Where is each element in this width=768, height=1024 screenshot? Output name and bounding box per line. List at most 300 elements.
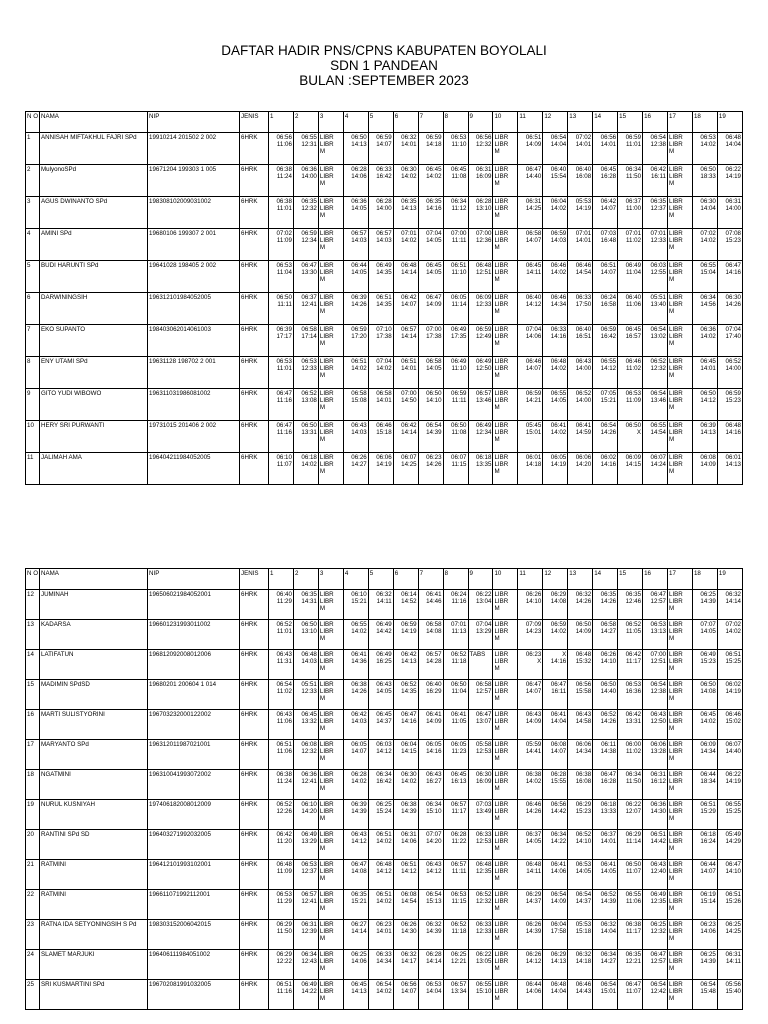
attendance-cell: LIBR LIBR M: [493, 197, 518, 229]
attendance-cell: 06:52 13:08: [293, 389, 318, 421]
header-day-13: 13: [568, 112, 593, 133]
attendance-cell: 06:54 14:37: [568, 890, 593, 920]
table-row: [26, 620, 743, 650]
attendance-cell: 06:09 14:15: [618, 453, 643, 485]
header-day-14: 14: [593, 569, 618, 590]
attendance-cell: 06:50 14:09: [568, 620, 593, 650]
attendance-cell: LIBR LIBR M: [318, 261, 343, 293]
attendance-cell: 06:48 14:16: [717, 421, 742, 453]
table-row: [26, 980, 743, 1010]
attendance-cell: 06:52 14:00: [717, 357, 742, 389]
attendance-cell: 07:09 14:23: [518, 620, 543, 650]
attendance-cell: 07:04 14:02: [368, 357, 393, 389]
attendance-cell: 06:45 14:05: [418, 261, 443, 293]
attendance-cell: LIBR LIBR M: [493, 229, 518, 261]
employee-name: EKO SUPANTO: [40, 325, 148, 357]
attendance-cell: 06:34 12:43: [293, 950, 318, 980]
employee-nip: 196404211984052005: [148, 453, 240, 485]
employee-jenis: 6HRK: [240, 389, 269, 421]
attendance-cell: 06:00 11:02: [618, 740, 643, 770]
header-day-19: 19: [717, 112, 742, 133]
employee-jenis: 6HRK: [240, 325, 269, 357]
attendance-cell: LIBR LIBR M: [318, 293, 343, 325]
attendance-cell: 06:29 15:23: [568, 800, 593, 830]
attendance-cell: 06:53 13:13: [643, 620, 668, 650]
header-name: NAMA: [40, 112, 148, 133]
attendance-cell: LIBR LIBR M: [668, 830, 693, 860]
attendance-cell: 06:01 14:13: [717, 453, 742, 485]
attendance-cell: LIBR LIBR M: [493, 800, 518, 830]
attendance-cell: 06:36 14:30: [643, 800, 668, 830]
attendance-cell: LIBR LIBR M: [318, 357, 343, 389]
attendance-cell: 06:51 14:12: [393, 860, 418, 890]
attendance-cell: LIBR LIBR M: [493, 980, 518, 1010]
attendance-cell: 07:01 12:33: [643, 229, 668, 261]
attendance-cell: 07:02 14:02: [717, 620, 742, 650]
attendance-cell: LIBR LIBR M: [493, 920, 518, 950]
header-day-7: 7: [418, 569, 443, 590]
attendance-cell: 06:32 14:04: [593, 920, 618, 950]
attendance-cell: 06:30 14:04: [692, 197, 717, 229]
attendance-cell: 06:50 14:08: [692, 680, 717, 710]
attendance-cell: 06:05 14:16: [418, 740, 443, 770]
attendance-cell: 06:34 15:10: [418, 800, 443, 830]
attendance-cell: 06:58 17:14: [293, 325, 318, 357]
attendance-cell: 06:46 14:26: [518, 800, 543, 830]
header-day-7: 7: [418, 112, 443, 133]
attendance-cell: 06:43 14:09: [518, 710, 543, 740]
row-number: 20: [26, 830, 40, 860]
header-no: N O: [26, 112, 40, 133]
attendance-cell: 06:38 14:02: [518, 770, 543, 800]
employee-jenis: 6HRK: [240, 800, 269, 830]
attendance-cell: 07:01 11:02: [618, 229, 643, 261]
employee-jenis: 6HRK: [240, 453, 269, 485]
attendance-cell: 06:47 14:16: [717, 261, 742, 293]
attendance-cell: 06:54 13:02: [643, 325, 668, 357]
attendance-cell: 06:49 15:23: [692, 650, 717, 680]
attendance-cell: 06:32 14:11: [368, 590, 393, 620]
attendance-cell: 06:53 14:05: [568, 860, 593, 890]
attendance-cell: 06:51 11:16: [269, 980, 294, 1010]
attendance-cell: 05:53 14:19: [568, 197, 593, 229]
attendance-cell: 06:49 14:42: [368, 620, 393, 650]
attendance-cell: 06:37 12:41: [293, 293, 318, 325]
attendance-cell: 06:23 14:01: [368, 920, 393, 950]
row-number: 9: [26, 389, 40, 421]
attendance-cell: LIBR LIBR M: [493, 950, 518, 980]
attendance-cell: 06:48 14:04: [543, 980, 568, 1010]
attendance-cell: 06:46 11:02: [618, 357, 643, 389]
attendance-cell: LIBR LIBR M: [668, 293, 693, 325]
attendance-cell: 06:57 14:03: [343, 229, 368, 261]
attendance-cell: LIBR LIBR M: [318, 421, 343, 453]
attendance-cell: 06:33 14:34: [368, 950, 393, 980]
attendance-cell: 06:35 15:21: [343, 890, 368, 920]
attendance-cell: LIBR LIBR M: [318, 770, 343, 800]
table-row: [26, 890, 743, 920]
attendance-cell: 06:48 14:02: [543, 357, 568, 389]
attendance-cell: 06:59 14:21: [518, 389, 543, 421]
attendance-cell: 06:48 14:12: [368, 860, 393, 890]
attendance-cell: 07:02 11:09: [269, 229, 294, 261]
attendance-cell: 06:27 14:14: [343, 920, 368, 950]
attendance-cell: LIBR LIBR M: [493, 325, 518, 357]
attendance-cell: 06:31 14:11: [717, 950, 742, 980]
attendance-cell: 06:29 14:08: [543, 590, 568, 620]
header-row: [26, 569, 743, 590]
attendance-cell: LIBR LIBR M: [668, 590, 693, 620]
attendance-cell: 06:49 12:50: [468, 357, 493, 389]
attendance-cell: LIBR LIBR M: [668, 860, 693, 890]
attendance-cell: 06:31 14:00: [717, 197, 742, 229]
header-day-16: 16: [643, 112, 668, 133]
attendance-cell: 06:53 14:04: [418, 980, 443, 1010]
attendance-cell: 06:10 14:20: [293, 800, 318, 830]
attendance-cell: 06:42 14:13: [393, 650, 418, 680]
employee-name: AMINI SPd: [40, 229, 148, 261]
attendance-cell: LIBR LIBR M: [318, 133, 343, 165]
attendance-cell: 06:31 12:39: [293, 920, 318, 950]
attendance-cell: 06:59 15:23: [717, 389, 742, 421]
attendance-cell: 06:47 11:16: [269, 389, 294, 421]
header-day-9: 9: [468, 112, 493, 133]
table-row: [26, 197, 743, 229]
employee-nip: 198303152006042015: [148, 920, 240, 950]
attendance-cell: 06:43 12:50: [643, 710, 668, 740]
attendance-cell: 06:46 15:02: [717, 710, 742, 740]
attendance-cell: 06:43 16:27: [418, 770, 443, 800]
attendance-cell: 06:04 14:02: [543, 197, 568, 229]
attendance-cell: LIBR LIBR M: [318, 197, 343, 229]
attendance-cell: 06:54 12:42: [643, 980, 668, 1010]
attendance-cell: 06:57 14:14: [393, 325, 418, 357]
attendance-cell: 06:25 12:21: [443, 950, 468, 980]
attendance-cell: 06:47 14:08: [343, 860, 368, 890]
attendance-cell: 06:31 16:12: [643, 770, 668, 800]
table-row: [26, 357, 743, 389]
employee-jenis: 6HRK: [240, 860, 269, 890]
attendance-cell: 06:18 13:35: [468, 453, 493, 485]
attendance-cell: 06:51 14:02: [368, 890, 393, 920]
attendance-cell: 06:56 12:32: [468, 133, 493, 165]
attendance-cell: 06:55 15:25: [717, 800, 742, 830]
attendance-cell: 06:55 15:04: [692, 261, 717, 293]
employee-nip: 196312011987021001: [148, 740, 240, 770]
attendance-cell: 06:36 14:05: [343, 197, 368, 229]
attendance-cell: 06:18 16:24: [692, 830, 717, 860]
row-number: 3: [26, 197, 40, 229]
header-row: [26, 112, 743, 133]
attendance-cell: 06:42 14:14: [393, 421, 418, 453]
header-day-18: 18: [692, 569, 717, 590]
attendance-cell: 05:45 15:01: [518, 421, 543, 453]
attendance-cell: 06:28 14:00: [368, 197, 393, 229]
attendance-cell: LIBR LIBR M: [318, 590, 343, 620]
attendance-cell: 06:38 11:17: [618, 920, 643, 950]
attendance-cell: TABS: [468, 650, 493, 680]
attendance-cell: 06:07 11:15: [443, 453, 468, 485]
table-row: [26, 229, 743, 261]
attendance-cell: 06:35 14:26: [593, 590, 618, 620]
attendance-cell: 06:37 14:05: [518, 830, 543, 860]
attendance-cell: LIBR LIBR M: [493, 710, 518, 740]
attendance-cell: 07:01 11:13: [443, 620, 468, 650]
employee-jenis: 6HRK: [240, 421, 269, 453]
attendance-cell: 06:28 14:06: [343, 165, 368, 197]
attendance-cell: 06:50 14:13: [343, 133, 368, 165]
table-row: [26, 133, 743, 165]
attendance-cell: 06:58 15:08: [343, 389, 368, 421]
attendance-cell: LIBR LIBR M: [493, 293, 518, 325]
attendance-cell: 07:01 14:02: [393, 229, 418, 261]
attendance-cell: LIBR LIBR M: [668, 710, 693, 740]
attendance-cell: 06:47 14:40: [518, 165, 543, 197]
attendance-cell: 06:43 14:00: [568, 357, 593, 389]
row-number: 22: [26, 890, 40, 920]
attendance-cell: 06:48 12:51: [468, 261, 493, 293]
attendance-cell: 06:57 12:41: [293, 890, 318, 920]
attendance-cell: 06:25 12:32: [643, 920, 668, 950]
attendance-cell: 06:54 12:38: [643, 133, 668, 165]
attendance-cell: 06:58 14:05: [418, 357, 443, 389]
attendance-cell: 06:45 11:08: [443, 165, 468, 197]
header-day-15: 15: [618, 112, 643, 133]
attendance-cell: 06:09 14:34: [692, 740, 717, 770]
attendance-cell: LIBR LIBR M: [668, 197, 693, 229]
attendance-cell: LIBR LIBR M: [493, 680, 518, 710]
header-day-12: 12: [543, 112, 568, 133]
attendance-cell: 06:42 16:11: [643, 165, 668, 197]
attendance-cell: 06:02 14:19: [717, 680, 742, 710]
attendance-cell: 06:58 14:27: [593, 620, 618, 650]
attendance-cell: 06:54 13:46: [643, 389, 668, 421]
attendance-cell: 06:41 11:05: [443, 710, 468, 740]
attendance-cell: LIBR LIBR M: [493, 620, 518, 650]
attendance-cell: LIBR LIBR M: [668, 980, 693, 1010]
attendance-cell: 06:48 11:09: [269, 860, 294, 890]
attendance-cell: 06:42 14:03: [343, 710, 368, 740]
attendance-cell: LIBR LIBR M: [493, 133, 518, 165]
row-number: 2: [26, 165, 40, 197]
employee-name: RATMINI: [40, 860, 148, 890]
attendance-cell: LIBR LIBR M: [668, 165, 693, 197]
attendance-cell: 06:01 14:18: [518, 453, 543, 485]
row-number: 19: [26, 800, 40, 830]
attendance-cell: 06:22 14:19: [717, 770, 742, 800]
row-number: 25: [26, 980, 40, 1010]
attendance-cell: 06:42 11:17: [618, 650, 643, 680]
attendance-cell: 06:45 14:01: [692, 357, 717, 389]
attendance-cell: 06:08 12:32: [293, 740, 318, 770]
attendance-cell: 06:41 14:36: [343, 650, 368, 680]
header-day-10: 10: [493, 569, 518, 590]
attendance-cell: LIBR LIBR M: [668, 620, 693, 650]
attendance-cell: 06:52 11:18: [443, 650, 468, 680]
employee-nip: 19910214 201502 2 002: [148, 133, 240, 165]
employee-name: AGUS DWINANTO SPd: [40, 197, 148, 229]
attendance-cell: LIBR LIBR M: [318, 890, 343, 920]
attendance-cell: 06:51 15:29: [692, 800, 717, 830]
attendance-cell: 06:35 14:13: [393, 197, 418, 229]
attendance-cell: 06:54 11:02: [269, 680, 294, 710]
employee-nip: 19671204 199303 1 005: [148, 165, 240, 197]
attendance-cell: 06:47 13:30: [293, 261, 318, 293]
employee-jenis: 6HRK: [240, 357, 269, 389]
employee-jenis: 6HRK: [240, 261, 269, 293]
attendance-cell: 06:26 14:30: [393, 920, 418, 950]
attendance-cell: 06:10 15:21: [343, 590, 368, 620]
attendance-cell: 06:53 14:02: [692, 133, 717, 165]
attendance-cell: 06:47 16:11: [543, 680, 568, 710]
employee-jenis: 6HRK: [240, 229, 269, 261]
table-row: [26, 293, 743, 325]
attendance-cell: 06:47 14:10: [717, 860, 742, 890]
attendance-cell: 06:52 14:35: [393, 680, 418, 710]
attendance-cell: 06:56 14:07: [393, 980, 418, 1010]
attendance-cell: 06:49 12:35: [643, 890, 668, 920]
attendance-cell: LIBR LIBR M: [668, 680, 693, 710]
attendance-cell: LIBR LIBR M: [493, 740, 518, 770]
attendance-cell: 06:40 16:51: [568, 325, 593, 357]
attendance-cell: 06:57 14:03: [368, 229, 393, 261]
attendance-cell: 06:46 14:07: [518, 357, 543, 389]
attendance-cell: LIBR LIBR M: [668, 650, 693, 680]
attendance-cell: 06:54 15:13: [418, 890, 443, 920]
header-day-3: 3: [318, 112, 343, 133]
attendance-cell: 06:28 15:55: [543, 770, 568, 800]
employee-name: DARWININGSIH: [40, 293, 148, 325]
attendance-cell: 06:35 14:16: [418, 197, 443, 229]
attendance-cell: 06:49 16:25: [368, 650, 393, 680]
attendance-cell: 06:56 11:06: [269, 133, 294, 165]
attendance-cell: LIBR LIBR M: [493, 830, 518, 860]
header-day-8: 8: [443, 112, 468, 133]
attendance-cell: 06:56 15:58: [568, 680, 593, 710]
attendance-cell: 06:50 11:07: [618, 860, 643, 890]
attendance-cell: 06:05 11:14: [443, 293, 468, 325]
attendance-cell: LIBR LIBR M: [493, 261, 518, 293]
header-day-10: 10: [493, 112, 518, 133]
attendance-cell: LIBR LIBR M: [668, 389, 693, 421]
attendance-cell: 06:05 14:19: [543, 453, 568, 485]
header-day-5: 5: [368, 112, 393, 133]
employee-nip: 196403271992032005: [148, 830, 240, 860]
attendance-cell: 06:59 16:42: [593, 325, 618, 357]
attendance-cell: 06:44 14:07: [692, 860, 717, 890]
attendance-cell: 06:41 14:02: [543, 421, 568, 453]
attendance-cell: 06:23 14:26: [418, 453, 443, 485]
attendance-cell: 06:49 17:35: [443, 325, 468, 357]
attendance-cell: 06:54 12:38: [643, 680, 668, 710]
attendance-cell: 06:41 14:05: [593, 860, 618, 890]
attendance-cell: 06:37 14:01: [593, 830, 618, 860]
attendance-cell: LIBR LIBR M: [493, 890, 518, 920]
attendance-cell: 06:22 13:04: [468, 590, 493, 620]
header-day-4: 4: [343, 112, 368, 133]
attendance-cell: 06:14 14:52: [393, 590, 418, 620]
attendance-cell: LIBR LIBR M: [318, 950, 343, 980]
employee-jenis: 6HRK: [240, 680, 269, 710]
attendance-cell: 06:59 11:11: [443, 389, 468, 421]
attendance-cell: 06:59 14:18: [418, 133, 443, 165]
attendance-cell: 06:34 11:50: [618, 165, 643, 197]
attendance-cell: LIBR LIBR M: [318, 389, 343, 421]
employee-nip: 197406182008012009: [148, 800, 240, 830]
employee-jenis: 6HRK: [240, 133, 269, 165]
header-day-6: 6: [393, 569, 418, 590]
table-row: [26, 680, 743, 710]
employee-nip: 196611071992112001: [148, 890, 240, 920]
attendance-cell: 06:51 14:02: [343, 357, 368, 389]
attendance-cell: 05:59 14:41: [518, 740, 543, 770]
attendance-cell: 06:58 14:01: [368, 389, 393, 421]
attendance-cell: 06:50 11:04: [443, 680, 468, 710]
row-number: 15: [26, 680, 40, 710]
attendance-cell: 06:31 14:06: [393, 830, 418, 860]
attendance-cell: 06:25 14:39: [692, 950, 717, 980]
attendance-cell: 06:48 14:04: [717, 133, 742, 165]
attendance-cell: 06:55 14:02: [343, 620, 368, 650]
attendance-cell: 06:02 14:16: [593, 453, 618, 485]
attendance-cell: 06:09 12:33: [468, 293, 493, 325]
attendance-cell: 06:41 14:09: [418, 710, 443, 740]
attendance-cell: 06:55 12:31: [293, 133, 318, 165]
attendance-cell: 06:25 14:39: [692, 590, 717, 620]
attendance-cell: 06:11 14:38: [593, 740, 618, 770]
attendance-cell: 06:06 13:28: [643, 740, 668, 770]
attendance-cell: LIBR LIBR M: [318, 680, 343, 710]
attendance-cell: 06:59 12:34: [293, 229, 318, 261]
attendance-cell: LIBR LIBR M: [318, 740, 343, 770]
employee-nip: 196601231993011002: [148, 620, 240, 650]
attendance-cell: 06:49 13:29: [293, 830, 318, 860]
attendance-cell: 06:49 11:10: [443, 357, 468, 389]
attendance-cell: 06:55 11:06: [618, 890, 643, 920]
attendance-cell: 06:57 14:28: [418, 650, 443, 680]
employee-jenis: 6HRK: [240, 620, 269, 650]
row-number: 4: [26, 229, 40, 261]
attendance-cell: 06:25 15:24: [368, 800, 393, 830]
attendance-cell: 06:52 14:26: [593, 710, 618, 740]
attendance-cell: 06:57 13:46: [468, 389, 493, 421]
attendance-cell: 06:47 14:09: [418, 293, 443, 325]
attendance-cell: 06:24 11:16: [443, 590, 468, 620]
header-day-2: 2: [293, 112, 318, 133]
attendance-cell: 07:00 17:38: [418, 325, 443, 357]
attendance-cell: 06:39 14:39: [343, 800, 368, 830]
row-number: 17: [26, 740, 40, 770]
employee-nip: 196310041993072002: [148, 770, 240, 800]
attendance-cell: 06:53 11:01: [269, 357, 294, 389]
attendance-cell: 06:55 14:12: [593, 357, 618, 389]
attendance-cell: 06:40 16:08: [568, 165, 593, 197]
attendance-cell: LIBR LIBR M: [668, 800, 693, 830]
employee-name: MARYANTO SPd: [40, 740, 148, 770]
attendance-cell: 06:22 13:05: [468, 950, 493, 980]
employee-name: KADARSA: [40, 620, 148, 650]
attendance-cell: 06:07 14:40: [717, 740, 742, 770]
employee-nip: 196703232000122002: [148, 710, 240, 740]
attendance-cell: 06:33 17:50: [568, 293, 593, 325]
attendance-cell: 06:41 14:59: [568, 421, 593, 453]
attendance-cell: 06:51 14:09: [518, 133, 543, 165]
attendance-cell: 06:53 12:33: [293, 357, 318, 389]
attendance-cell: 06:50 14:40: [593, 680, 618, 710]
table-row: [26, 650, 743, 680]
attendance-cell: 06:46 14:43: [568, 980, 593, 1010]
employee-nip: 196702081991032005: [148, 980, 240, 1010]
